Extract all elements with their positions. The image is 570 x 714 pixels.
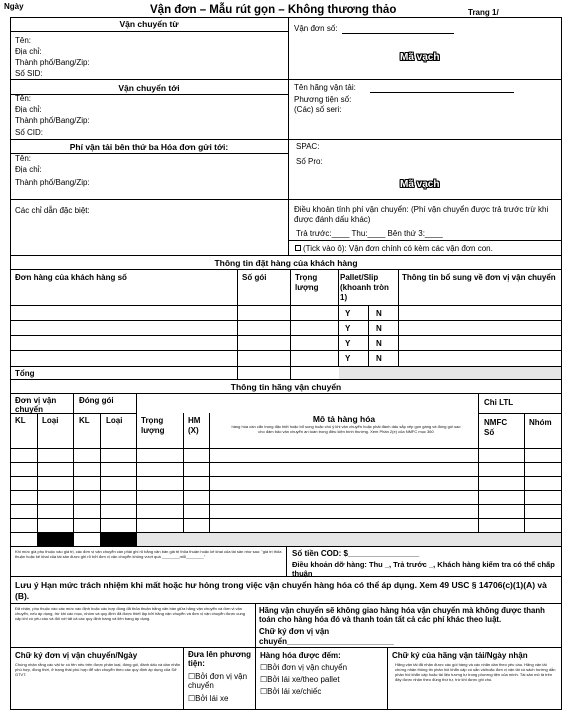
form-title: Vận đơn – Mẫu rút gọn – Không thương thảo [150,4,397,16]
col-weight: Trọng lượng [295,273,319,292]
col-additional-info: Thông tin bổ sung về đơn vị vận chuyển [402,273,556,282]
no-delivery-note: Hãng vận chuyển sẽ không giao hàng hóa vận chuyển mà không được thanh toán cho hàng hóa đó và thanh toán tất cả các phí khác theo luật. [259,606,545,624]
pallet-no[interactable]: N [376,354,382,363]
vehicle-number-label: Phương tiện số: [294,95,352,104]
trailer-by-driver-label: Bởi lái xe [195,694,229,703]
ship-to-title: Vận chuyển tới [118,83,180,93]
pallet-no[interactable]: N [376,324,382,333]
counted-by-shipper[interactable] [260,663,347,672]
checkbox-icon: ☐ [260,663,268,672]
hu-type: Loại [42,416,59,425]
hazmat-label: HM (X) [188,416,201,435]
counted-by-driver-pieces-label: Bởi lái xe/chiếc [267,687,322,696]
barcode-placeholder-2: Mã vạch [400,179,440,190]
counted-by-driver-pallets[interactable] [260,675,340,684]
carrier-info-title: Thông tin hãng vận chuyển [230,382,342,392]
trailer-by-shipper-label: Bởi đơn vị vận chuyển [188,672,248,690]
pallet-yes[interactable]: Y [345,309,351,318]
carrier-name-label: Tên hãng vận tải: [294,83,356,92]
pallet-no[interactable]: N [376,309,382,318]
ship-to-city: Thành phố/Bang/Zip: [15,116,90,125]
ship-from-title: Vận chuyển từ [119,19,179,29]
value-declaration-note: Khi mức giá phụ thuộc vào giá trị, các đơn vị vận chuyển cần phải ghi rõ bằng văn bản giá trị thỏa thuận hoặc kê khai của tài sản như sau: "giá trị thỏa thuận hoặc kê khai của tài sản được ghi rõ bởi đơn vị vận chuyển không vượt quá ________mỗi________" [15,549,282,559]
checkbox-icon: ☐ [188,672,196,681]
checkbox-icon: ☐ [260,675,268,684]
counted-by-driver-pieces[interactable] [260,687,321,696]
pkg-type: Loại [106,416,123,425]
weight-label: Trọng lượng [141,416,165,435]
nmfc-label: NMFC Số [484,418,508,437]
pkg-qty: KL [79,416,90,425]
third-party-address: Địa chỉ: [15,165,42,174]
freight-counted-label: Hàng hóa được đếm: [260,651,341,660]
shipper-signature-line[interactable]: Chữ ký đơn vị vận chuyển________________________ [259,627,394,646]
hu-qty: KL [15,416,26,425]
cod-amount: Số tiền COD: $________________ [292,549,420,558]
ship-from-city: Thành phố/Bang/Zip: [15,58,90,67]
bol-number-label: Vận đơn số: [294,24,338,33]
handling-unit-label: Đơn vị vận chuyển [15,396,57,414]
serial-number-label: (Các) số seri: [294,105,342,114]
col-customer-order: Đơn hàng của khách hàng số [15,273,127,282]
third-party-title: Phí vận tải bên thứ ba Hóa đơn gửi tới: [69,142,229,152]
package-label: Đóng gói [79,396,114,405]
pallet-yes[interactable]: Y [345,354,351,363]
third-party-city: Thành phố/Bang/Zip: [15,178,90,187]
commodity-description-note: hàng hóa cần cẩn trọng đặc biệt hoặc bổ sung hoặc chú ý khi vận chuyển hoặc phải đánh dấu sắp xếp gọn gàng và đóng gói sao cho đảm bảo vận chuyển an toàn trong điều kiện bình thường. Xem Phần 2(e) của NMFC mục 360 [231,424,461,434]
checkbox-icon: ☐ [260,687,268,696]
pallet-yes[interactable]: Y [345,324,351,333]
special-instructions-label: Các chỉ dẫn đặc biệt: [15,206,90,215]
barcode-placeholder: Mã vạch [400,52,440,63]
pkg-type-total-blackout [101,532,136,546]
ship-from-address: Địa chỉ: [15,47,42,56]
totals-shaded [137,533,561,546]
shipper-signature-date[interactable]: Chữ ký đơn vị vận chuyển/Ngày [15,651,138,660]
master-bol-checkbox[interactable] [295,245,301,251]
date-label: Ngày [4,2,24,11]
master-bol-label: (Tick vào ô): Vận đơn chính có kèm các vận đơn con. [303,244,493,253]
pro-number-label: Số Pro: [296,157,323,166]
scac-label: SPAC: [296,142,320,151]
carrier-signature-date[interactable]: Chữ ký của hãng vận tải/Ngày nhận [392,651,528,660]
col-packages: Số gói [242,273,267,282]
liability-note: Lưu ý Hạn mức trách nhiệm khi mất hoặc hư hỏng trong việc vận chuyển hàng hóa có thể áp dụng. Xem 49 USC § 14706(c)(1)(A) và (B). [15,580,547,601]
freight-terms: Điều khoản tính phí vận chuyển: (Phí vận chuyển được trả trước trừ khi được đánh dấu khác) [294,205,549,224]
ship-to-name: Tên: [15,94,32,103]
customer-order-title: Thông tin đặt hàng của khách hàng [214,258,358,268]
total-shaded [339,367,561,379]
third-party-name: Tên: [15,154,32,163]
ltl-only-label: Chỉ LTL [484,398,514,407]
ship-to-cid: Số CID: [15,128,44,137]
received-note: Đã nhận, phụ thuộc vào các mức xác định hoặc các hợp đồng đã thỏa thuận bằng văn bản giữa hãng vận chuyển và đơn vị vận chuyển, nếu áp dụng, trừ khi các mục, nhóm và quy định đã được thiết lập bởi hãng vận chuyển và đơn vị vận chuyển được cung cấp khi có yêu cầu và đối với tất cả các quy định bang và liên bang áp dụng. [15,606,245,621]
hu-type-total-blackout [38,532,73,546]
counted-by-shipper-label: Bởi đơn vị vận chuyển [267,663,348,672]
pallet-no[interactable]: N [376,339,382,348]
ship-from-name: Tên: [15,36,32,45]
carrier-acknowledgement: Hãng vận tải đã nhận được các gói hàng và các nhãn dán theo yêu cầu. Hãng vận tải chứng nhận thông tin phản hồi khẩn cấp có sẵn và/hoặc đơn vị vận tải có sách hướng dẫn phản hồi khẩn cấp hoặc tài liệu tương tự trong phương tiện của mình. Tài sản mô tả trên đây được nhận theo đúng thứ tự, trừ khi được ghi chú. [395,662,556,682]
trailer-loaded-label: Đưa lên phương tiện: [188,650,252,668]
col-pallet-slip: Pallet/Slip (khoanh tròn 1) [340,273,389,302]
shipper-certification: Chúng nhận rằng các vật tư có tên nêu trên được phân loại, đóng gói, đánh dấu và dán nhãn phù hợp, đồng thời, ở trạng thái phù hợp để vận chuyển theo các quy định áp dụng của Sở GTVT. [15,662,180,677]
commodity-description-title: Mô tả hàng hóa [312,414,376,424]
section-divider [288,17,289,255]
ship-from-sid: Số SID: [15,69,43,78]
trailer-by-driver[interactable] [188,694,252,703]
class-label: Nhóm [529,418,552,427]
checkbox-icon: ☐ [188,694,196,703]
trailer-by-shipper[interactable] [188,672,252,690]
cod-terms: Điều khoản dỡ hàng: Thu _, Trả trước _, Khách hàng kiểm tra có thể chấp thuận [292,560,555,578]
ship-to-address: Địa chỉ: [15,105,42,114]
page-label: Trang 1/ [468,8,499,17]
prepaid-collect: Trả trước:____ Thu:____ Bên thứ 3:____ [296,229,443,238]
counted-by-driver-pallets-label: Bởi lái xe/theo pallet [267,675,340,684]
total-label: Tổng [15,369,35,378]
pallet-yes[interactable]: Y [345,339,351,348]
